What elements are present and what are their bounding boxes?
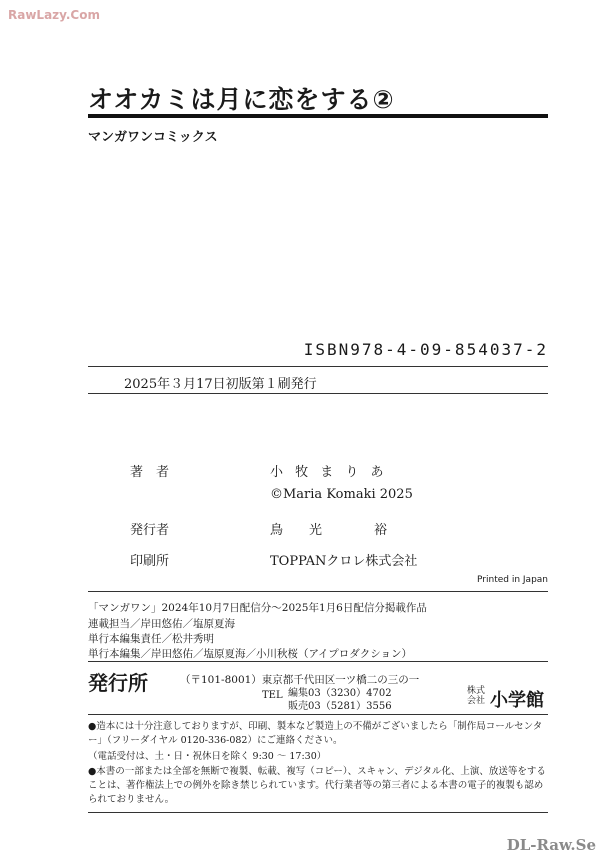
watermark-bottom: DL-Raw.Se: [506, 836, 596, 854]
copyright: ©Maria Komaki 2025: [270, 487, 413, 502]
credit-line: 連載担当／岸田悠佑／塩原夏海: [88, 618, 235, 630]
isbn: ISBN978-4-09-854037-2: [303, 340, 548, 359]
note-defect: ●造本には十分注意しておりますが、印刷、製本など製造上の不備がございましたら「制作局コールセンター」（フリーダイヤル 0120-336-082）にご連絡ください。: [88, 721, 543, 746]
printer-label: 印刷所: [130, 554, 170, 569]
issuer-label: 発行者: [130, 523, 170, 538]
credits-rule-top: [88, 591, 548, 592]
printed-in-japan: Printed in Japan: [477, 575, 548, 585]
address-text: 〒101-8001）東京都千代田区一ツ橋二の三の一: [190, 674, 420, 686]
publication-date: 2025年３月17日初版第１刷発行: [124, 377, 317, 392]
author-name: 小 牧 ま り あ: [270, 465, 388, 480]
title-rule: [88, 114, 548, 118]
isbn-rule: [88, 366, 548, 367]
credit-line: 「マンガワン」2024年10月7日配信分～2025年1月6日配信分掲載作品: [88, 602, 427, 614]
notes-rule-bottom: [88, 812, 548, 813]
credit-line: 単行本編集／岸田悠佑／塩原夏海／小川秋桜（アイプロダクション）: [88, 648, 413, 660]
tel-label: TEL: [262, 690, 283, 701]
credits-rule-bottom: [88, 661, 548, 662]
publisher-name: 小学館: [490, 690, 544, 711]
issuer-name: 鳥 光 裕: [270, 523, 388, 538]
date-rule: [88, 393, 548, 394]
author-label: 著 者: [130, 465, 170, 480]
credit-line: 単行本編集責任／松井秀明: [88, 633, 214, 645]
notes-rule-top: [88, 714, 548, 715]
phone-editorial: 編集03（3230）4702: [288, 688, 392, 699]
note-hours: （電話受付は、土・日・祝休日を除く 9:30 ～ 17:30）: [88, 751, 327, 762]
corp-type: 株式 会社: [467, 686, 486, 706]
watermark-top: RawLazy.Com: [8, 8, 100, 22]
book-title: オオカミは月に恋をする②: [88, 85, 395, 114]
phone-sales: 販売03（5281）3556: [288, 701, 392, 712]
publisher-heading: 発行所: [88, 671, 148, 695]
note-copyright: ●本書の一部または全部を無断で複製、転載、複写（コピー）、スキャン、デジタル化、上演、放送等をすることは、著作権法上での例外を除き禁じられています。代行業者等の第三者による本書の電子的複製も認められておりません。: [88, 766, 546, 805]
printer-name: TOPPANクロレ株式会社: [270, 554, 418, 569]
book-label: マンガワンコミックス: [88, 130, 218, 145]
publisher-address: （〒101-8001）東京都千代田区一ツ橋二の三の一: [180, 674, 420, 686]
